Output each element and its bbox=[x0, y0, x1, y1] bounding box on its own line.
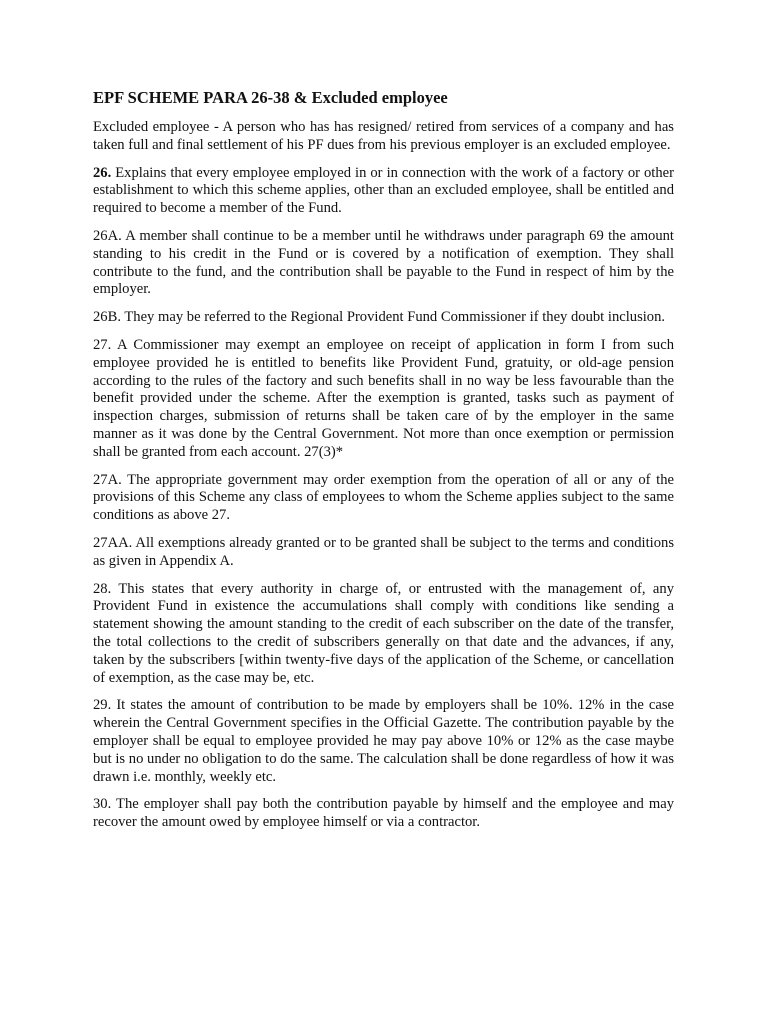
document-page bbox=[93, 87, 674, 842]
paragraph-text: Excluded employee - A person who has has resigned/ retired from services of a company and has taken full and final settlement of his PF dues from his previous employer is an excluded employee. bbox=[93, 119, 674, 153]
paragraph-text: 27. A Commissioner may exempt an employee on receipt of application in form I from such employee provided he is entitled to benefits like Provident Fund, gratuity, or old-age pension according to the rules of the factory and such benefits shall in no way be less favourable than the benefit provided under the scheme. After the exemption is granted, tasks such as payment of inspection charges, submission of returns shall be taken care of by the employer in the same manner as it was done by the Central Government. Not more than once exemption or permission shall be granted from each account. 27(3)* bbox=[93, 336, 674, 460]
paragraph-text: 26A. A member shall continue to be a member until he withdraws under paragraph 69 the amount standing to his credit in the Fund or is covered by a notification of exemption. They shall contribute to the fund, and the contribution shall be payable to the Fund in respect of him by the employer. bbox=[93, 227, 674, 298]
paragraph-text: 28. This states that every authority in charge of, or entrusted with the management of, any Provident Fund in existence the accumulations shall comply with conditions like sending a statement showing the amount standing to the credit of each subscriber on the date of the transfer, the total collections to the credit of subscribers generally on that date and the advances, if any, taken by the subscribers [within twenty-five days of the application of the Scheme, or cancellation of exemption, as the case may be, etc. bbox=[93, 580, 674, 686]
paragraph-26a bbox=[93, 228, 674, 299]
paragraph-26 bbox=[93, 165, 674, 218]
paragraph-text: Explains that every employee employed in or in connection with the work of a factory or other establishment to which this scheme applies, other than an excluded employee, shall be entitled and required to become a member of the Fund. bbox=[93, 164, 674, 217]
paragraph-text: 30. The employer shall pay both the contribution payable by himself and the employee and may recover the amount owed by employee himself or via a contractor. bbox=[93, 796, 674, 831]
paragraph-28 bbox=[93, 581, 674, 688]
paragraph-number: 26. bbox=[93, 164, 112, 181]
paragraph-excluded-employee bbox=[93, 119, 674, 155]
paragraph-29 bbox=[93, 697, 674, 786]
paragraph-text: 26B. They may be referred to the Regional Provident Fund Commissioner if they doubt inclusion. bbox=[93, 309, 666, 326]
document-title: EPF SCHEME PARA 26-38 & Excluded employee bbox=[93, 88, 448, 107]
paragraph-27aa bbox=[93, 535, 674, 571]
paragraph-30 bbox=[93, 796, 674, 832]
paragraph-27 bbox=[93, 337, 674, 462]
paragraph-text: 29. It states the amount of contribution to be made by employers shall be 10%. 12% in the case wherein the Central Government specifies in the Official Gazette. The contribution payable by the employer shall be equal to employee provided he may pay above 10% or 12% as the case maybe but is no under no obligation to do the same. The calculation shall be done regardless of how it was drawn i.e. monthly, weekly etc. bbox=[93, 697, 674, 785]
paragraph-text: 27AA. All exemptions already granted or to be granted shall be subject to the terms and conditions as given in Appendix A. bbox=[93, 534, 674, 569]
paragraph-26b bbox=[93, 309, 674, 327]
paragraph-text: 27A. The appropriate government may order exemption from the operation of all or any of the provisions of this Scheme any class of employees to whom the Scheme applies subject to the same conditions as above 27. bbox=[93, 471, 674, 524]
paragraph-27a bbox=[93, 472, 674, 525]
